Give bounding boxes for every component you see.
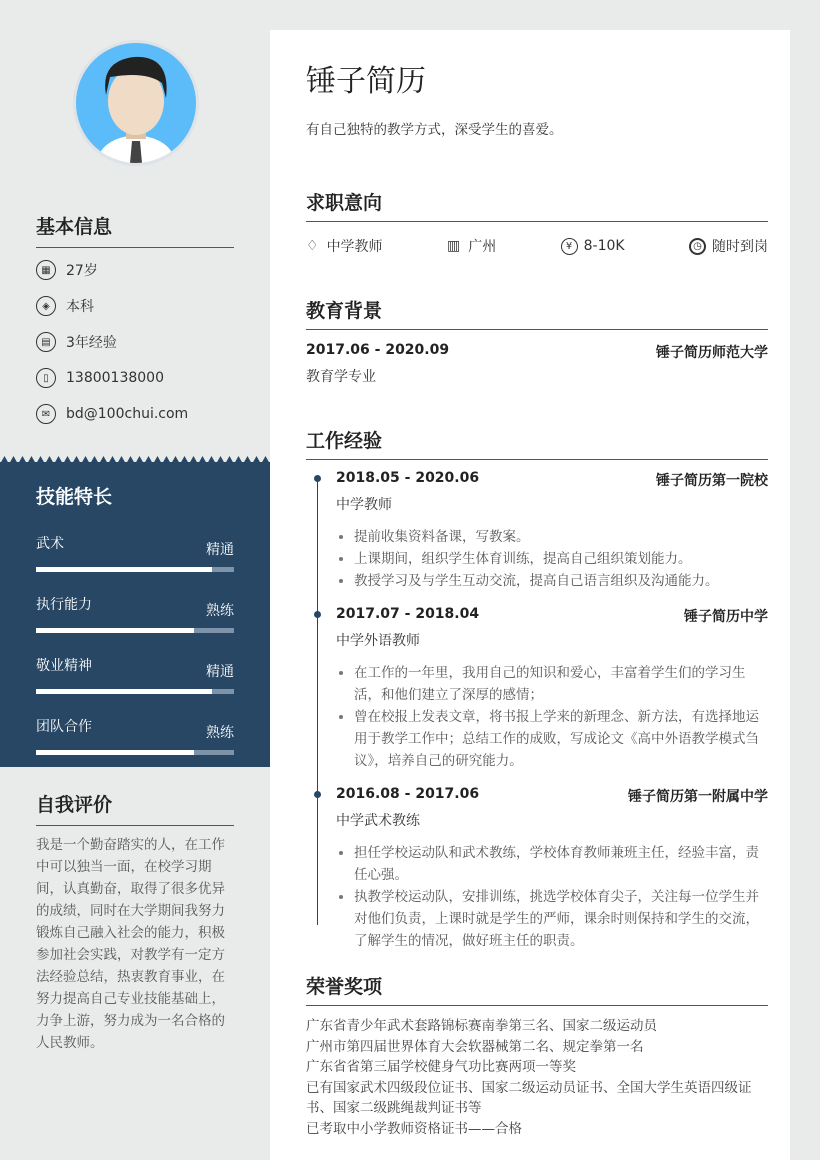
position-text: 中学教师 xyxy=(326,239,383,255)
phone-icon: ▯ xyxy=(36,368,56,388)
graduation-cap-icon: ◈ xyxy=(36,296,56,316)
job-role: 中学武术教练 xyxy=(336,813,420,829)
self-evaluation-section xyxy=(36,790,234,1054)
sidebar xyxy=(0,0,270,1160)
skill-name: 武术 xyxy=(36,536,64,552)
intent-salary xyxy=(561,236,625,256)
degree-text: 本科 xyxy=(66,299,94,315)
skill-level: 精通 xyxy=(206,664,234,680)
skill-level: 熟练 xyxy=(206,603,234,619)
intent-section xyxy=(306,188,768,256)
basic-email xyxy=(36,396,234,432)
skill-name: 敬业精神 xyxy=(36,658,92,674)
building-icon: ▥ xyxy=(446,238,461,254)
skill-name: 执行能力 xyxy=(36,597,92,613)
work-title: 工作经验 xyxy=(306,426,768,460)
education-period: 2017.06 - 2020.09 xyxy=(306,342,450,358)
email-text: bd@100chui.com xyxy=(66,406,189,422)
award-item: 已有国家武术四级段位证书、国家二级运动员证书、全国大学生英语四级证书、国家二级跳绳裁判证书等 xyxy=(306,1079,752,1116)
job-period: 2017.07 - 2018.04 xyxy=(336,606,480,622)
job-item xyxy=(336,470,768,592)
basic-experience xyxy=(36,324,234,360)
skill-bar-fill xyxy=(36,567,212,572)
yen-icon: ¥ xyxy=(561,238,578,255)
job-bullet: • 执教学校运动队，安排训练，挑选学校体育尖子，关注每一位学生并对他们负责，上课时就是学生的严师，课余时则保持和学生的交流，了解学生的情况，做好班主任的职责。 xyxy=(354,886,768,952)
motto: 有自己独特的教学方式，深受学生的喜爱。 xyxy=(306,122,563,138)
timeline-dot xyxy=(314,611,321,618)
salary-text: 8-10K xyxy=(583,238,625,254)
resume-name: 锤子简历 xyxy=(306,64,426,99)
award-item: 已考取中小学教师资格证书——合格 xyxy=(306,1120,522,1137)
mail-icon: ✉ xyxy=(36,404,56,424)
main-content xyxy=(270,30,790,1160)
skills-section xyxy=(0,462,270,767)
skill-bar-fill xyxy=(36,750,194,755)
intent-city xyxy=(447,236,496,256)
work-timeline xyxy=(306,470,768,952)
self-evaluation-title: 自我评价 xyxy=(36,790,234,826)
job-company: 锤子简历中学 xyxy=(684,609,768,625)
job-bullet: • 上课期间，组织学生体育训练，提高自己组织策划能力。 xyxy=(354,548,768,570)
awards-title: 荣誉奖项 xyxy=(306,972,768,1006)
skill-bar-fill xyxy=(36,689,212,694)
experience-text: 3年经验 xyxy=(66,335,117,351)
skill-bar xyxy=(36,689,234,694)
timeline-dot xyxy=(314,791,321,798)
skill-name: 团队合作 xyxy=(36,719,92,735)
education-major: 教育学专业 xyxy=(306,369,376,385)
job-bullet: • 提前收集资料备课，写教案。 xyxy=(354,526,768,548)
job-bullet: • 担任学校运动队和武术教练，学校体育教师兼班主任，经验丰富，责任心强。 xyxy=(354,842,768,886)
intent-position xyxy=(306,236,383,256)
award-item: 广东省省第三届学校健身气功比赛两项一等奖 xyxy=(306,1059,576,1075)
basic-age xyxy=(36,252,234,288)
job-company: 锤子简历第一院校 xyxy=(656,473,768,489)
skill-item xyxy=(36,533,234,572)
clock-icon: ◷ xyxy=(689,238,706,255)
job-company: 锤子简历第一附属中学 xyxy=(628,789,768,805)
city-text: 广州 xyxy=(468,239,497,255)
availability-text: 随时到岗 xyxy=(711,239,768,255)
briefcase-icon: ▤ xyxy=(36,332,56,352)
job-item xyxy=(336,606,768,772)
education-section xyxy=(306,296,768,386)
intent-title: 求职意向 xyxy=(306,188,768,222)
skill-bar xyxy=(36,567,234,572)
tie-icon: ♢ xyxy=(306,238,319,254)
skill-level: 精通 xyxy=(206,542,234,558)
education-title: 教育背景 xyxy=(306,296,768,330)
phone-text: 13800138000 xyxy=(66,370,164,386)
skill-item xyxy=(36,594,234,633)
age-text: 27岁 xyxy=(66,263,98,279)
basic-info-title: 基本信息 xyxy=(36,212,234,248)
job-bullet: • 曾在校报上发表文章，将书报上学来的新理念、新方法，有选择地运用于教学工作中；总结工作的成败，写成论文《高中外语教学模式刍议》，培养自己的研究能力。 xyxy=(354,706,768,772)
skill-bar xyxy=(36,628,234,633)
skill-item xyxy=(36,716,234,755)
award-item: 广东省青少年武术套路锦标赛南拳第三名、国家二级运动员 xyxy=(306,1018,657,1034)
job-bullet: • 教授学习及与学生互动交流，提高自己语言组织及沟通能力。 xyxy=(354,570,768,592)
job-item xyxy=(336,786,768,952)
skill-bar xyxy=(36,750,234,755)
self-evaluation-text: 我是一个勤奋踏实的人，在工作中可以独当一面，在校学习期间，认真勤奋，取得了很多优异的成绩，同时在大学期间我努力锻炼自己融入社会的能力，积极参加社会实践，对教学有一定方法经验总结，热衷教育事业，在努力提高自己专业技能基础上，力争上游，努力成为一名合格的人民教师。 xyxy=(36,837,225,1051)
job-role: 中学外语教师 xyxy=(336,633,420,649)
skill-item xyxy=(36,655,234,694)
timeline-dot xyxy=(314,475,321,482)
basic-degree xyxy=(36,288,234,324)
job-bullet: • 在工作的一年里，我用自己的知识和爱心，丰富着学生们的学习生活，和他们建立了深厚的感情； xyxy=(354,662,768,706)
basic-phone xyxy=(36,360,234,396)
award-item: 广州市第四届世界体育大会软器械第二名、规定拳第一名 xyxy=(306,1038,644,1055)
skills-title: 技能特长 xyxy=(36,486,113,508)
calendar-icon: ▦ xyxy=(36,260,56,280)
skill-bar-fill xyxy=(36,628,194,633)
education-school: 锤子简历师范大学 xyxy=(656,345,768,361)
avatar xyxy=(73,40,199,166)
work-section xyxy=(306,426,768,952)
intent-availability xyxy=(689,236,768,256)
job-period: 2016.08 - 2017.06 xyxy=(336,786,480,802)
job-role: 中学教师 xyxy=(336,497,392,513)
basic-info-section xyxy=(36,212,234,432)
awards-section xyxy=(306,972,768,1139)
skill-level: 熟练 xyxy=(206,725,234,741)
job-period: 2018.05 - 2020.06 xyxy=(336,470,480,486)
